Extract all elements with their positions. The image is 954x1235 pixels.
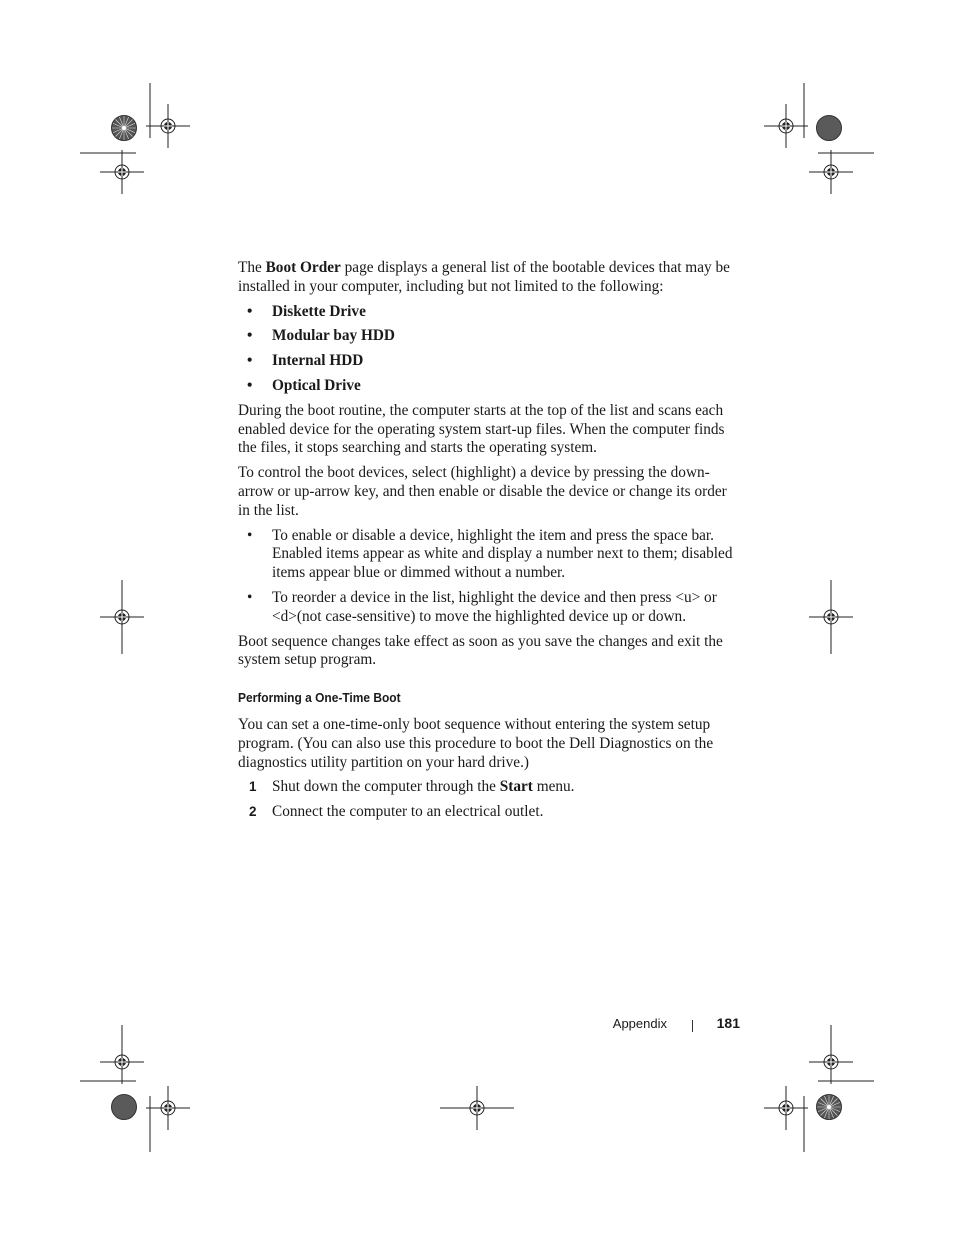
step-number: 1	[249, 779, 257, 795]
list-item: • Diskette Drive	[238, 303, 738, 322]
list-item: • Modular bay HDD	[238, 327, 738, 346]
registration-crosshair-icon	[809, 595, 853, 639]
page-number: 181	[716, 1015, 740, 1031]
registration-crosshair-icon	[100, 150, 144, 194]
step-item: 2 Connect the computer to an electrical outlet.	[249, 803, 544, 821]
boot-control-paragraph: To control the boot devices, select (highlight) a device by pressing the down-arrow or up-arrow key, and then enable or disable the device or change its order in the list.	[238, 464, 727, 519]
registration-crosshair-icon	[764, 1086, 808, 1130]
section-heading: Performing a One-Time Boot	[238, 690, 401, 706]
boot-changes-paragraph: Boot sequence changes take effect as soon as you save the changes and exit the system setup program.	[238, 632, 723, 669]
list-item: • Optical Drive	[238, 377, 738, 396]
intro-paragraph: The Boot Order page displays a general list of the bootable devices that may be installed in your computer, including but not limited to the following:	[238, 259, 730, 295]
registration-crosshair-icon	[100, 595, 144, 639]
registration-crosshair-icon	[809, 1040, 853, 1084]
boot-device-list	[238, 303, 738, 396]
one-time-boot-paragraph: You can set a one-time-only boot sequence without entering the system setup program. (You can also use this procedure to boot the Dell Diagnostics on the diagnostics utility partition on your hard drive.)	[238, 715, 714, 771]
registration-crosshair-icon	[146, 1086, 190, 1130]
registration-dot-icon	[112, 1095, 137, 1120]
list-item: • Internal HDD	[238, 352, 738, 371]
list-item: • To enable or disable a device, highlight the item and press the space bar. Enabled items appear as white and display a number next to them; disabled items appear blue or dimmed without a number.	[238, 527, 738, 583]
registration-star-icon	[817, 1095, 842, 1120]
registration-crosshair-icon	[100, 1040, 144, 1084]
registration-dot-icon	[817, 116, 842, 141]
registration-crosshair-icon	[809, 150, 853, 194]
page-body	[238, 259, 738, 828]
registration-crosshair-icon	[146, 104, 190, 148]
step-item: 1 Shut down the computer through the Start menu.	[249, 778, 575, 796]
control-instructions-list	[238, 527, 738, 627]
procedure-steps	[238, 778, 738, 822]
step-number: 2	[249, 804, 257, 820]
registration-crosshair-icon	[455, 1086, 499, 1130]
page-footer	[560, 1014, 740, 1036]
footer-section-name: Appendix	[612, 1016, 667, 1031]
boot-order-term: Boot Order	[265, 259, 341, 276]
footer-divider	[692, 1020, 693, 1032]
start-menu-term: Start	[499, 778, 533, 796]
boot-routine-paragraph: During the boot routine, the computer starts at the top of the list and scans each enabled device for the operating system start-up files. When the computer finds the files, it stops searching and starts the operating system.	[238, 401, 725, 457]
registration-star-icon	[112, 116, 137, 141]
list-item: • To reorder a device in the list, highlight the device and then press <u> or <d>(not case-sensitive) to move the highlighted device up or down.	[238, 589, 738, 627]
registration-crosshair-icon	[764, 104, 808, 148]
